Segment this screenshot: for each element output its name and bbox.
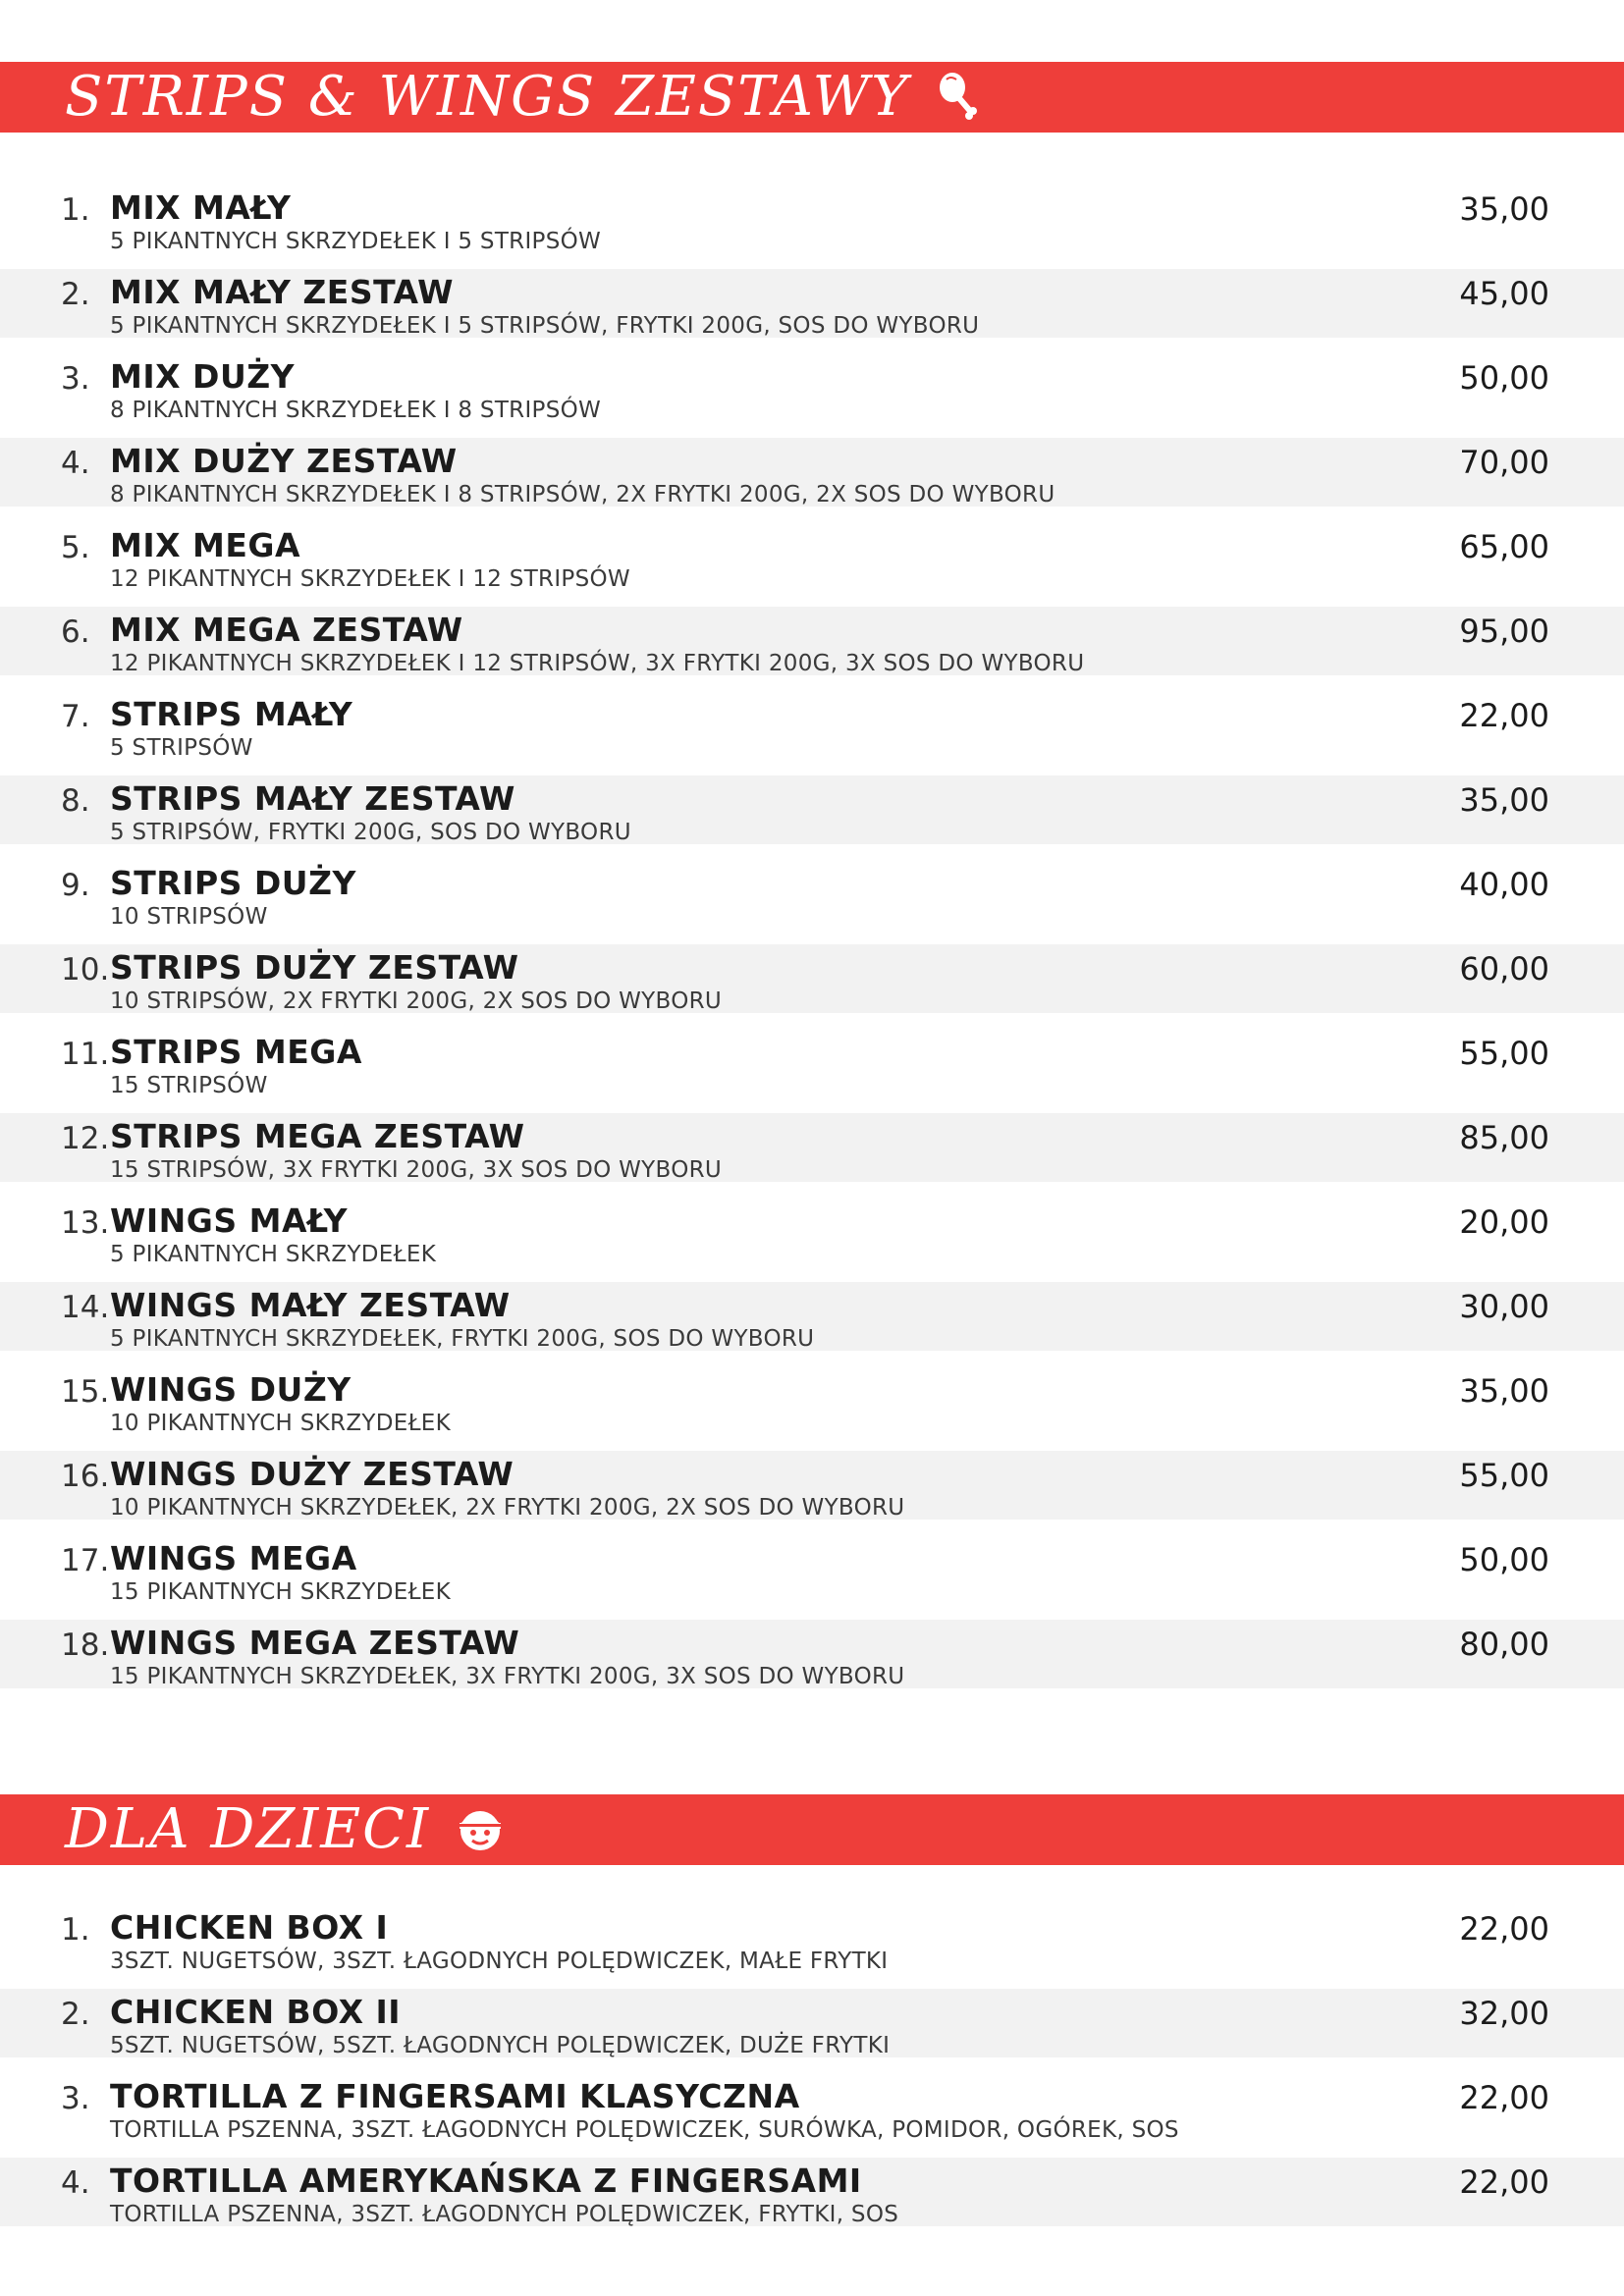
item-price: 40,00 bbox=[1459, 866, 1549, 903]
item-description: 5 PIKANTNYCH SKRZYDEŁEK I 5 STRIPSÓW, FRYTKI 200G, SOS DO WYBORU bbox=[110, 313, 980, 339]
item-description: 15 PIKANTNYCH SKRZYDEŁEK bbox=[110, 1579, 452, 1605]
item-price: 50,00 bbox=[1459, 359, 1549, 397]
item-name: CHICKEN BOX I bbox=[110, 1908, 389, 1947]
item-price: 35,00 bbox=[1459, 1372, 1549, 1410]
section-banner-strips-wings bbox=[0, 62, 1624, 133]
menu-item bbox=[0, 1113, 1624, 1182]
item-price: 85,00 bbox=[1459, 1119, 1549, 1156]
item-description: 5SZT. NUGETSÓW, 5SZT. ŁAGODNYCH POLĘDWICZEK, DUŻE FRYTKI bbox=[110, 2033, 891, 2058]
item-name: WINGS MAŁY ZESTAW bbox=[110, 1286, 511, 1324]
item-price: 22,00 bbox=[1459, 2079, 1549, 2116]
menu-item bbox=[0, 1029, 1624, 1097]
item-number: 10. bbox=[61, 952, 110, 988]
item-number: 15. bbox=[61, 1374, 110, 1410]
section-banner-dla-dzieci bbox=[0, 1794, 1624, 1865]
item-number: 8. bbox=[61, 783, 90, 819]
item-name: MIX DUŻY bbox=[110, 357, 296, 396]
item-price: 22,00 bbox=[1459, 2163, 1549, 2201]
item-number: 3. bbox=[61, 2081, 90, 2116]
item-price: 70,00 bbox=[1459, 444, 1549, 481]
item-number: 2. bbox=[61, 1997, 90, 2032]
item-name: WINGS MAŁY bbox=[110, 1201, 348, 1240]
item-price: 20,00 bbox=[1459, 1203, 1549, 1241]
item-name: STRIPS MEGA ZESTAW bbox=[110, 1117, 525, 1155]
menu-item bbox=[0, 1989, 1624, 2057]
item-number: 2. bbox=[61, 277, 90, 312]
menu-item bbox=[0, 269, 1624, 338]
item-description: TORTILLA PSZENNA, 3SZT. ŁAGODNYCH POLĘDWICZEK, FRYTKI, SOS bbox=[110, 2202, 899, 2227]
menu-item bbox=[0, 1198, 1624, 1266]
menu-item bbox=[0, 691, 1624, 760]
item-description: 5 PIKANTNYCH SKRZYDEŁEK bbox=[110, 1242, 437, 1267]
item-description: 10 PIKANTNYCH SKRZYDEŁEK, 2X FRYTKI 200G, 2X SOS DO WYBORU bbox=[110, 1495, 905, 1521]
menu-item bbox=[0, 522, 1624, 591]
item-name: STRIPS MAŁY bbox=[110, 695, 353, 733]
menu-item bbox=[0, 1282, 1624, 1351]
item-price: 80,00 bbox=[1459, 1626, 1549, 1663]
menu-item bbox=[0, 944, 1624, 1013]
item-description: 10 STRIPSÓW bbox=[110, 904, 268, 930]
menu-item bbox=[0, 1451, 1624, 1520]
item-number: 6. bbox=[61, 614, 90, 650]
item-name: STRIPS DUŻY bbox=[110, 864, 356, 902]
item-description: 15 STRIPSÓW, 3X FRYTKI 200G, 3X SOS DO WYBORU bbox=[110, 1157, 723, 1183]
item-name: WINGS DUŻY bbox=[110, 1370, 352, 1409]
section-title: STRIPS & WINGS ZESTAWY bbox=[65, 65, 910, 129]
item-number: 1. bbox=[61, 192, 90, 228]
item-description: 15 STRIPSÓW bbox=[110, 1073, 268, 1098]
item-price: 32,00 bbox=[1459, 1995, 1549, 2032]
item-name: STRIPS MEGA bbox=[110, 1033, 362, 1071]
item-description: 12 PIKANTNYCH SKRZYDEŁEK I 12 STRIPSÓW bbox=[110, 566, 630, 592]
item-name: MIX MAŁY ZESTAW bbox=[110, 273, 455, 311]
item-name: MIX MEGA bbox=[110, 526, 301, 564]
menu-item bbox=[0, 1620, 1624, 1688]
item-price: 50,00 bbox=[1459, 1541, 1549, 1578]
item-description: 10 PIKANTNYCH SKRZYDEŁEK bbox=[110, 1411, 452, 1436]
menu-item bbox=[0, 2158, 1624, 2226]
child-face-icon bbox=[454, 1801, 507, 1858]
item-name: MIX MEGA ZESTAW bbox=[110, 611, 463, 649]
item-description: TORTILLA PSZENNA, 3SZT. ŁAGODNYCH POLĘDWICZEK, SURÓWKA, POMIDOR, OGÓREK, SOS bbox=[110, 2117, 1179, 2143]
menu-item bbox=[0, 185, 1624, 253]
item-price: 55,00 bbox=[1459, 1457, 1549, 1494]
item-number: 7. bbox=[61, 699, 90, 734]
item-name: STRIPS DUŻY ZESTAW bbox=[110, 948, 519, 987]
chicken-leg-icon bbox=[933, 70, 982, 125]
item-price: 45,00 bbox=[1459, 275, 1549, 312]
item-name: TORTILLA Z FINGERSAMI KLASYCZNA bbox=[110, 2077, 800, 2115]
item-price: 22,00 bbox=[1459, 1910, 1549, 1948]
item-description: 8 PIKANTNYCH SKRZYDEŁEK I 8 STRIPSÓW bbox=[110, 398, 602, 423]
item-description: 12 PIKANTNYCH SKRZYDEŁEK I 12 STRIPSÓW, 3X FRYTKI 200G, 3X SOS DO WYBORU bbox=[110, 651, 1085, 676]
menu-item bbox=[0, 1904, 1624, 1973]
item-name: STRIPS MAŁY ZESTAW bbox=[110, 779, 515, 818]
item-price: 30,00 bbox=[1459, 1288, 1549, 1325]
item-number: 9. bbox=[61, 868, 90, 903]
item-price: 65,00 bbox=[1459, 528, 1549, 565]
item-name: MIX DUŻY ZESTAW bbox=[110, 442, 458, 480]
item-name: CHICKEN BOX II bbox=[110, 1993, 402, 2031]
item-number: 1. bbox=[61, 1912, 90, 1948]
item-name: WINGS MEGA ZESTAW bbox=[110, 1624, 520, 1662]
menu-item bbox=[0, 2073, 1624, 2142]
menu-item bbox=[0, 860, 1624, 929]
item-description: 3SZT. NUGETSÓW, 3SZT. ŁAGODNYCH POLĘDWICZEK, MAŁE FRYTKI bbox=[110, 1949, 889, 1974]
item-number: 18. bbox=[61, 1628, 110, 1663]
section-title: DLA DZIECI bbox=[65, 1797, 431, 1861]
item-number: 4. bbox=[61, 2165, 90, 2201]
item-name: MIX MAŁY bbox=[110, 188, 292, 227]
item-number: 11. bbox=[61, 1037, 110, 1072]
item-description: 8 PIKANTNYCH SKRZYDEŁEK I 8 STRIPSÓW, 2X FRYTKI 200G, 2X SOS DO WYBORU bbox=[110, 482, 1056, 507]
item-number: 13. bbox=[61, 1205, 110, 1241]
item-price: 95,00 bbox=[1459, 613, 1549, 650]
item-number: 3. bbox=[61, 361, 90, 397]
item-name: WINGS MEGA bbox=[110, 1539, 357, 1577]
item-price: 55,00 bbox=[1459, 1035, 1549, 1072]
item-description: 5 STRIPSÓW, FRYTKI 200G, SOS DO WYBORU bbox=[110, 820, 631, 845]
menu-item bbox=[0, 607, 1624, 675]
item-number: 14. bbox=[61, 1290, 110, 1325]
item-number: 16. bbox=[61, 1459, 110, 1494]
item-price: 22,00 bbox=[1459, 697, 1549, 734]
menu-item bbox=[0, 1535, 1624, 1604]
menu-item bbox=[0, 775, 1624, 844]
item-description: 5 PIKANTNYCH SKRZYDEŁEK, FRYTKI 200G, SOS DO WYBORU bbox=[110, 1326, 815, 1352]
item-description: 5 PIKANTNYCH SKRZYDEŁEK I 5 STRIPSÓW bbox=[110, 229, 602, 254]
item-price: 35,00 bbox=[1459, 190, 1549, 228]
item-name: WINGS DUŻY ZESTAW bbox=[110, 1455, 514, 1493]
menu-item bbox=[0, 1366, 1624, 1435]
menu-item bbox=[0, 438, 1624, 507]
item-price: 35,00 bbox=[1459, 781, 1549, 819]
item-number: 5. bbox=[61, 530, 90, 565]
item-name: TORTILLA AMERYKAŃSKA Z FINGERSAMI bbox=[110, 2162, 862, 2200]
item-number: 4. bbox=[61, 446, 90, 481]
item-number: 17. bbox=[61, 1543, 110, 1578]
item-description: 10 STRIPSÓW, 2X FRYTKI 200G, 2X SOS DO WYBORU bbox=[110, 988, 723, 1014]
item-price: 60,00 bbox=[1459, 950, 1549, 988]
item-description: 5 STRIPSÓW bbox=[110, 735, 253, 761]
item-number: 12. bbox=[61, 1121, 110, 1156]
item-description: 15 PIKANTNYCH SKRZYDEŁEK, 3X FRYTKI 200G, 3X SOS DO WYBORU bbox=[110, 1664, 905, 1689]
menu-item bbox=[0, 353, 1624, 422]
